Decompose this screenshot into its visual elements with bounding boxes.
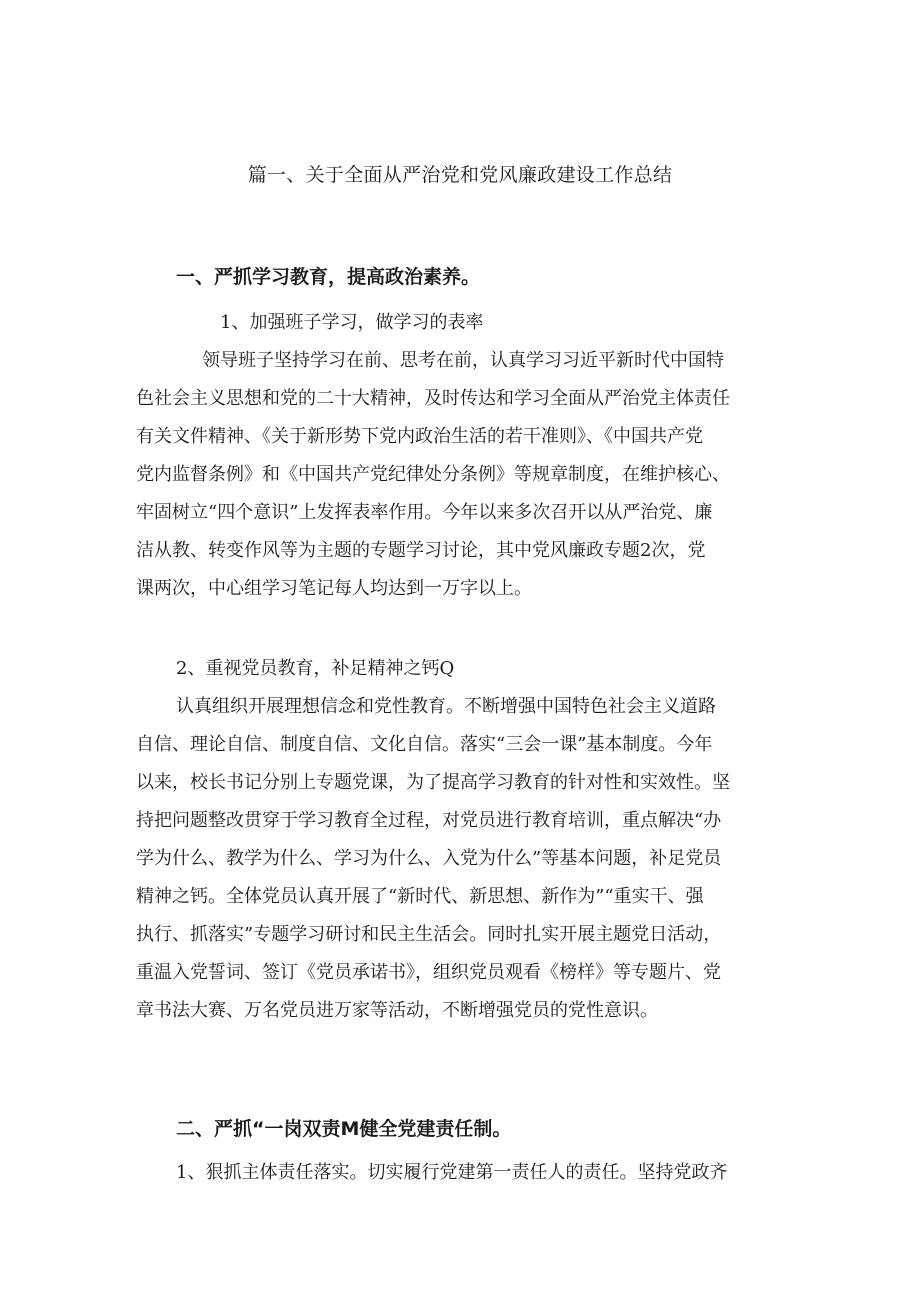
paragraph-line: 持把问题整改贯穿于学习教育全过程，对党员进行教育培训，重点解决“办 xyxy=(136,810,722,831)
paragraph-line: 课两次，中心组学习笔记每人均达到一万字以上。 xyxy=(136,578,532,599)
paragraph-line: 学为什么、教学为什么、学习为什么、入党为什么”等基本问题，补足党员 xyxy=(136,848,722,869)
section2-heading: 二、严抓“一岗双责M健全党建责任制。 xyxy=(176,1118,512,1140)
section1-item1-paragraph xyxy=(136,342,791,608)
paragraph-line: 洁从教、转变作风等为主题的专题学习讨论，其中党风廉政专题2次，党 xyxy=(136,540,706,561)
paragraph-line: 领导班子坚持学习在前、思考在前，认真学习习近平新时代中国特 xyxy=(202,350,724,371)
paragraph-line: 牢固树立“四个意识”上发挥表率作用。今年以来多次召开以从严治党、廉 xyxy=(136,502,713,523)
paragraph-line: 党内监督条例》和《中国共产党纪律处分条例》等规章制度，在维护核心、 xyxy=(136,464,730,485)
paragraph-line: 精神之钙。全体党员认真开展了“新时代、新思想、新作为”“重实干、强 xyxy=(136,886,704,907)
section1-item2-heading: 2、重视党员教育，补足精神之钙Q xyxy=(176,658,455,679)
section1-heading: 一、严抓学习教育，提高政治素养。 xyxy=(176,266,481,288)
paragraph-line: 章书法大赛、万名党员进万家等活动，不断增强党员的党性意识。 xyxy=(136,1000,658,1021)
paragraph-line: 认真组织开展理想信念和党性教育。不断增强中国特色社会主义道路 xyxy=(176,696,716,717)
paragraph-line: 重温入党誓词、签订《党员承诺书》，组织党员观看《榜样》等专题片、党 xyxy=(136,962,721,983)
paragraph-line: 执行、抓落实”专题学习研讨和民主生活会。同时扎实开展主题党日活动， xyxy=(136,924,722,945)
paragraph-line: 有关文件精神、《关于新形势下党内政治生活的若干准则》、《中国共产党 xyxy=(136,426,703,447)
section2-item1-line: 1、狠抓主体责任落实。切实履行党建第一责任人的责任。坚持党政齐 xyxy=(176,1162,728,1183)
document-title: 篇一、关于全面从严治党和党风廉政建设工作总结 xyxy=(247,164,673,186)
section1-item1-heading: 1、加强班子学习，做学习的表率 xyxy=(220,312,484,333)
section1-item2-paragraph xyxy=(136,688,791,1030)
paragraph-line: 色社会主义思想和党的二十大精神，及时传达和学习全面从严治党主体责任 xyxy=(136,388,730,409)
paragraph-line: 自信、理论自信、制度自信、文化自信。落实“三会一课”基本制度。今年 xyxy=(136,734,713,755)
paragraph-line: 以来，校长书记分别上专题党课，为了提高学习教育的针对性和实效性。坚 xyxy=(136,772,730,793)
